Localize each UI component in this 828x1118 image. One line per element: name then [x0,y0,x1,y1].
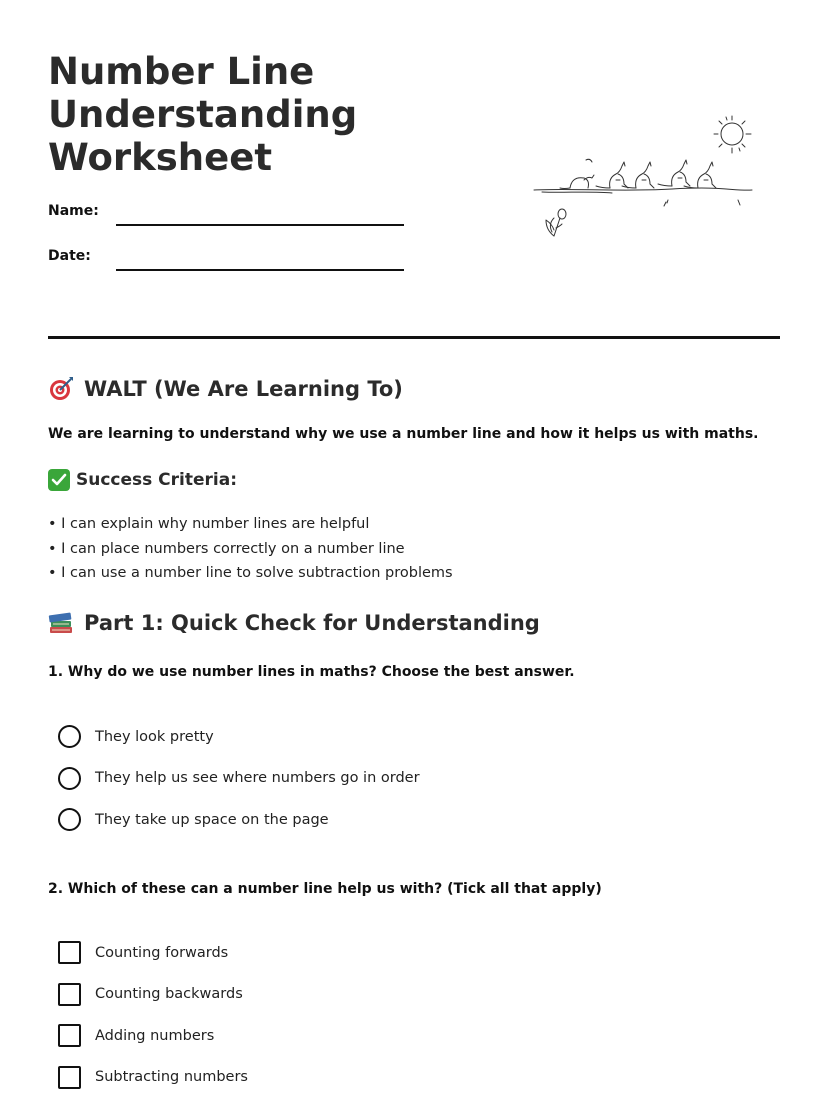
date-write-line[interactable] [116,269,404,271]
kangaroo-icon [622,162,654,188]
section-divider [48,336,780,339]
list-item: • I can use a number line to solve subtraction problems [48,565,453,581]
walt-heading [48,376,403,402]
checkbox[interactable] [58,941,81,964]
checkbox-option[interactable] [58,932,248,974]
kangaroo-sketch-illustration [532,108,758,243]
green-check-icon [48,469,70,491]
success-criteria-list [48,512,453,586]
radio-button[interactable] [58,767,81,790]
name-label: Name: [48,203,99,219]
date-label: Date: [48,248,91,264]
checkbox-option[interactable] [58,1015,248,1057]
option-label: Counting backwards [95,986,243,1003]
option-label: They look pretty [95,728,214,745]
flower-icon [546,209,566,236]
books-icon [48,610,74,636]
checkbox[interactable] [58,983,81,1006]
checkbox-option[interactable] [58,974,248,1016]
date-field[interactable] [48,248,408,278]
checkbox-option[interactable] [58,1057,248,1099]
kangaroo-icon [658,160,690,186]
checkbox[interactable] [58,1024,81,1047]
worksheet-page [48,0,780,1118]
sun-icon [721,123,743,145]
name-write-line[interactable] [116,224,404,226]
radio-option[interactable] [58,799,420,841]
question-1-options [58,716,420,841]
checkbox[interactable] [58,1066,81,1089]
success-criteria-heading [48,469,237,491]
walt-statement: We are learning to understand why we use a number line and how it helps us with maths. [48,426,759,442]
target-icon [48,376,74,402]
option-label: Counting forwards [95,944,229,961]
option-label: They take up space on the page [95,811,329,828]
radio-button[interactable] [58,725,81,748]
kangaroo-icon [596,162,628,188]
list-item: • I can place numbers correctly on a number line [48,540,405,557]
radio-option[interactable] [58,716,420,758]
part1-heading [48,610,540,636]
part1-heading-text: Part 1: Quick Check for Understanding [84,611,540,635]
question-2-options [58,932,248,1098]
worksheet-title: Number Line Understanding Worksheet [48,50,358,179]
success-criteria-heading-text: Success Criteria: [76,470,238,490]
radio-button[interactable] [58,808,81,831]
option-label: Adding numbers [95,1027,215,1044]
kangaroo-icon [560,175,594,189]
option-label: Subtracting numbers [95,1069,248,1086]
option-label: They help us see where numbers go in order [95,770,420,787]
name-field[interactable] [48,203,408,233]
question-2-prompt: 2. Which of these can a number line help us with? (Tick all that apply) [48,881,602,897]
radio-option[interactable] [58,758,420,800]
list-item: • I can explain why number lines are helpful [48,516,370,532]
walt-heading-text: WALT (We Are Learning To) [84,377,403,401]
question-1-prompt: 1. Why do we use number lines in maths? Choose the best answer. [48,664,575,680]
